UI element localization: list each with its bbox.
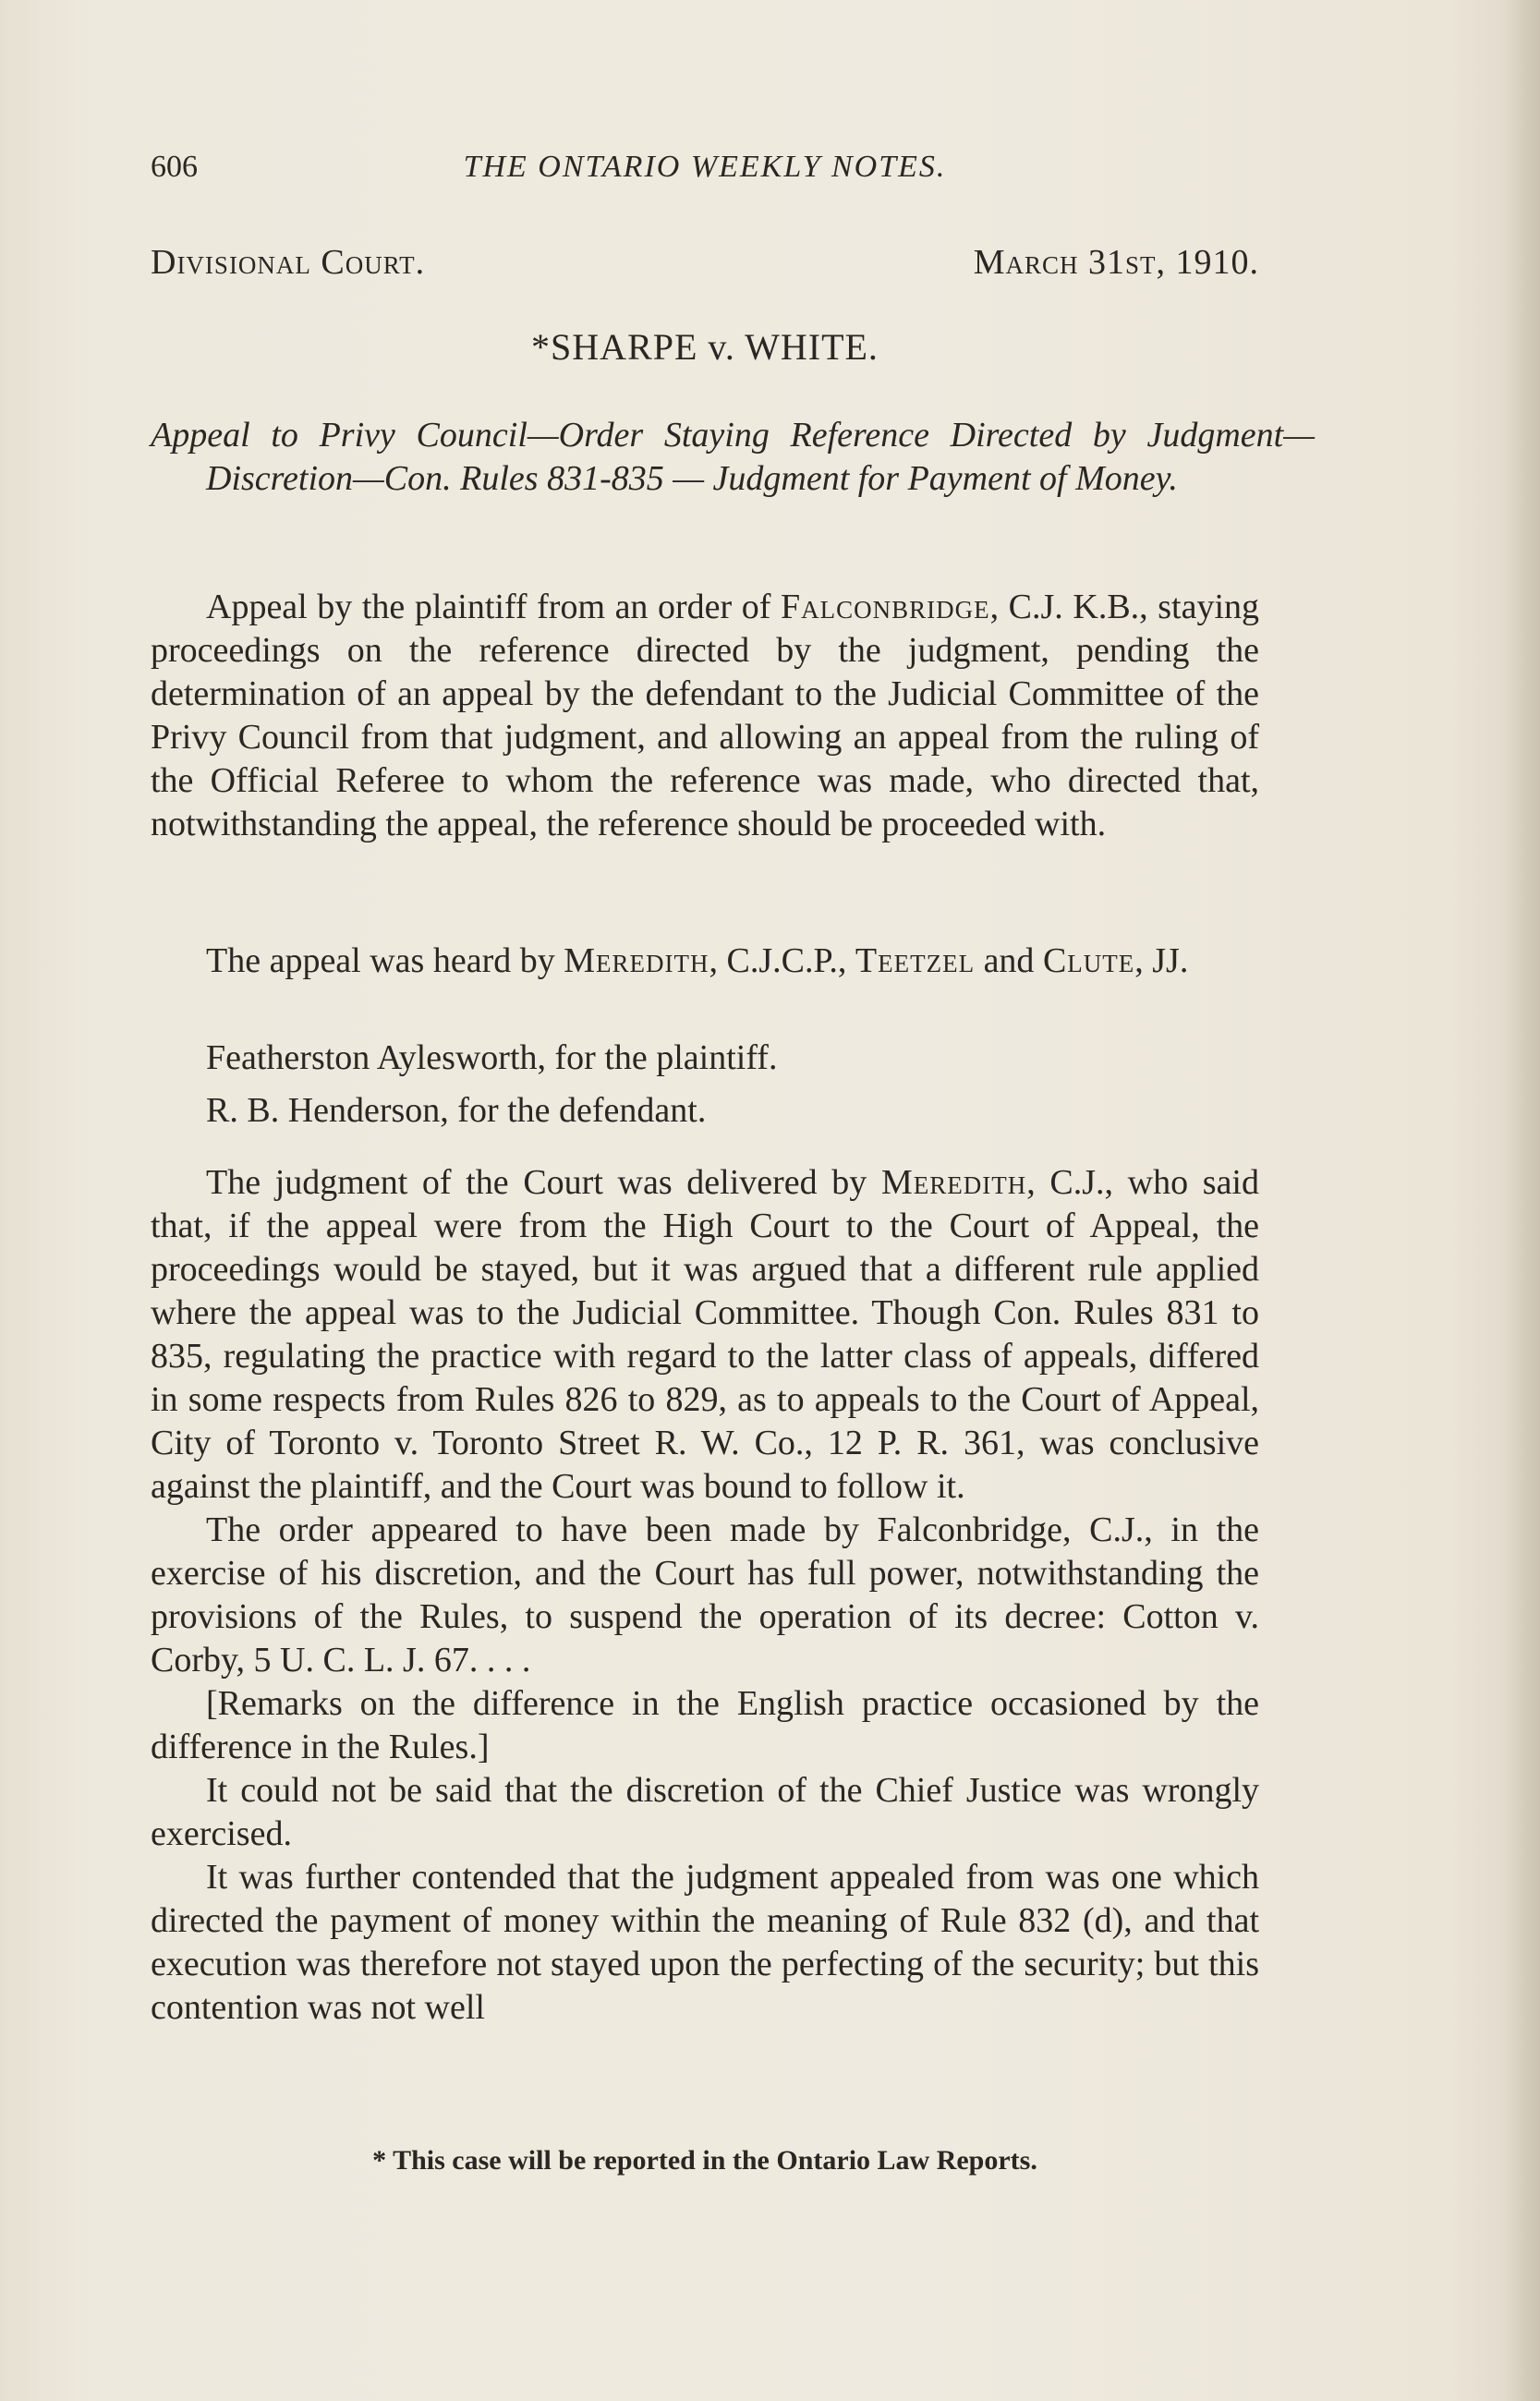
court-name: Divisional Court.	[151, 243, 426, 282]
heard-paragraph	[151, 940, 1259, 983]
page-number: 606	[151, 150, 198, 184]
judgment-paragraph	[151, 1161, 1259, 1509]
headnote: Appeal to Privy Council—Order Staying Reference Directed by Judgment—Discretion—Con. Rules 831-835 — Judgment for Payment of Money.	[151, 416, 1315, 498]
judgment-rest: , C.J., who said that, if the appeal were from the High Court to the Court of Appeal, the proceedings would be stayed, but it was argued that a different rule applied where the appeal was to the Judicial Committee. Though Con. Rules 831 to 835, regulating the practice with regard to the latter class of appeals, differed in some respects from Rules 826 to 829, as to appeals to the Court of Appeal, City of Toronto v. Toronto Street R. W. Co., 12 P. R. 361, was conclusive against the plaintiff, and the Court was bound to follow it.	[151, 1163, 1259, 1506]
counsel-defendant: R. B. Henderson, for the defendant.	[206, 1091, 707, 1130]
appeal-lead: Appeal by the plaintiff from an order of	[206, 588, 781, 626]
page-fold-shadow	[1503, 0, 1540, 2401]
counsel-plaintiff: Featherston Aylesworth, for the plaintiff.	[206, 1038, 778, 1077]
judge-name: Meredith	[880, 1163, 1027, 1202]
heard-rest: , JJ.	[1134, 941, 1189, 980]
judge-name: Teetzel	[855, 941, 976, 980]
judge-name: Falconbridge	[780, 588, 990, 626]
heard-mid: , C.J.C.P.,	[709, 941, 855, 980]
judge-name: Clute	[1042, 941, 1135, 980]
footnote: * This case will be reported in the Ontario Law Reports.	[372, 2145, 1037, 2176]
running-head	[151, 150, 1259, 196]
appeal-paragraph	[151, 586, 1259, 846]
judgment-lead: The judgment of the Court was delivered by	[206, 1163, 881, 1202]
heard-lead: The appeal was heard by	[206, 941, 564, 980]
journal-title: THE ONTARIO WEEKLY NOTES.	[463, 150, 947, 184]
judgment-paragraph: It was further contended that the judgment appealed from was one which directed the payment of money within the meaning of Rule 832 (d), and that execution was therefore not stayed upon the perfecting of the security; but this contention was not well	[151, 1858, 1259, 2027]
judgment-paragraph: The order appeared to have been made by Falconbridge, C.J., in the exercise of his discretion, and the Court has full power, notwithstanding the provisions of the Rules, to suspend the operation of its decree: Cotton v. Corby, 5 U. C. L. J. 67. . . .	[151, 1510, 1259, 1679]
decision-date: March 31st, 1910.	[973, 243, 1259, 282]
heard-and: and	[975, 941, 1043, 980]
judgment-body	[151, 1161, 1259, 2030]
judgment-paragraph: It could not be said that the discretion of the Chief Justice was wrongly exercised.	[151, 1771, 1259, 1853]
judge-name: Meredith	[564, 941, 709, 980]
counsel-block	[151, 1037, 1259, 1142]
judgment-paragraph: [Remarks on the difference in the English practice occasioned by the difference in the Rules.]	[151, 1684, 1259, 1766]
appeal-rest: , C.J. K.B., staying proceedings on the reference directed by the judgment, pending the determination of an appeal by the defendant to the Judicial Committee of the Privy Council from that judgment, and allowing an appeal from the ruling of the Official Referee to whom the reference was made, who directed that, notwithstanding the appeal, the reference should be proceeded with.	[151, 588, 1259, 843]
case-title: *SHARPE v. WHITE.	[531, 326, 879, 368]
